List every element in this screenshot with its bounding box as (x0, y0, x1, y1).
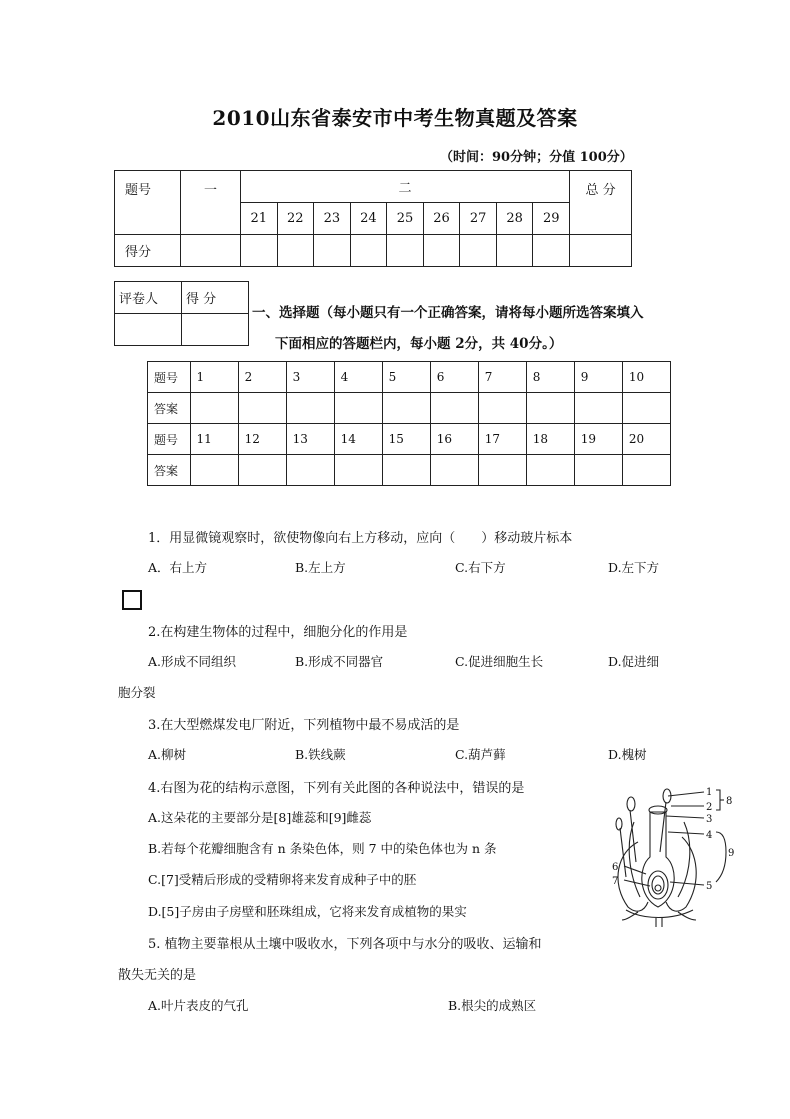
answer-num: 20 (622, 424, 670, 455)
answer-num: 18 (526, 424, 574, 455)
answer-header-no: 题号 (148, 362, 191, 393)
score-num: 23 (314, 203, 351, 235)
figure-label: 6 (612, 862, 619, 873)
score-header-score: 得分 (115, 235, 181, 267)
answer-cell[interactable] (526, 455, 574, 486)
question-5-stem: 5. 植物主要靠根从土壤中吸收水，下列各项中与水分的吸收、运输和 (148, 937, 542, 952)
question-1-option-a[interactable]: A．右上方 (148, 560, 208, 575)
answer-cell[interactable] (526, 393, 574, 424)
score-cell[interactable] (533, 235, 570, 267)
score-cell[interactable] (314, 235, 351, 267)
question-5-option-a[interactable]: A.叶片表皮的气孔 (148, 998, 249, 1013)
grader-table (114, 281, 249, 346)
section-one-heading: 一、选择题（每小题只有一个正确答案，请将每小题所选答案填入 (252, 305, 644, 321)
question-5-option-b[interactable]: B.根尖的成熟区 (448, 998, 537, 1013)
question-3-option-b[interactable]: B.铁线蕨 (295, 747, 346, 762)
question-3-option-d[interactable]: D.槐树 (608, 747, 647, 762)
score-total: 总 分 (570, 171, 632, 235)
answer-cell[interactable] (190, 393, 238, 424)
question-1-option-b[interactable]: B.左上方 (295, 560, 346, 575)
answer-cell[interactable] (478, 393, 526, 424)
answer-num: 6 (430, 362, 478, 393)
answer-cell[interactable] (622, 393, 670, 424)
answer-cell[interactable] (190, 455, 238, 486)
answer-num: 15 (382, 424, 430, 455)
answer-cell[interactable] (334, 393, 382, 424)
answer-num: 11 (190, 424, 238, 455)
question-2-option-d-cont: 胞分裂 (118, 685, 156, 700)
answer-cell[interactable] (574, 393, 622, 424)
answer-cell[interactable] (238, 393, 286, 424)
score-table (114, 170, 632, 267)
figure-label: 3 (706, 814, 713, 825)
grader-cell[interactable] (115, 314, 182, 346)
question-1-option-d[interactable]: D.左下方 (608, 560, 660, 575)
answer-table (147, 361, 671, 486)
score-cell[interactable] (423, 235, 460, 267)
question-3-option-a[interactable]: A.柳树 (148, 747, 187, 762)
score-cell[interactable] (460, 235, 497, 267)
question-4-option-a[interactable]: A.这朵花的主要部分是[8]雄蕊和[9]雌蕊 (148, 810, 372, 825)
score-part-one: 一 (181, 171, 241, 235)
question-3-stem: 3.在大型燃煤发电厂附近，下列植物中最不易成活的是 (148, 718, 460, 733)
question-2-option-d[interactable]: D.促进细 (608, 654, 660, 669)
question-4-stem: 4.右图为花的结构示意图，下列有关此图的各种说法中，错误的是 (148, 781, 525, 796)
question-2-option-a[interactable]: A.形成不同组织 (148, 654, 237, 669)
answer-num: 14 (334, 424, 382, 455)
figure-label: 8 (726, 796, 733, 807)
answer-num: 9 (574, 362, 622, 393)
answer-num: 16 (430, 424, 478, 455)
answer-cell[interactable] (334, 455, 382, 486)
question-4-option-c[interactable]: C.[7]受精后形成的受精卵将来发育成种子中的胚 (148, 872, 417, 887)
answer-header-answer: 答案 (148, 393, 191, 424)
answer-num: 7 (478, 362, 526, 393)
question-1-option-c[interactable]: C.右下方 (455, 560, 506, 575)
page-title: 2010山东省泰安市中考生物真题及答案 (212, 106, 578, 130)
figure-label: 4 (706, 830, 713, 841)
score-num: 25 (387, 203, 424, 235)
figure-label: 5 (706, 881, 713, 892)
figure-label: 7 (612, 876, 619, 887)
question-4-option-d[interactable]: D.[5]子房由子房壁和胚珠组成，它将来发育成植物的果实 (148, 904, 467, 919)
score-cell[interactable] (570, 235, 632, 267)
answer-header-answer: 答案 (148, 455, 191, 486)
figure-label: 9 (728, 848, 735, 859)
score-num: 22 (277, 203, 314, 235)
question-1-stem: 1．用显微镜观察时，欲使物像向右上方移动，应向（ ）移动玻片标本 (148, 531, 573, 546)
grader-label: 评卷人 (115, 282, 182, 314)
answer-cell[interactable] (574, 455, 622, 486)
answer-num: 2 (238, 362, 286, 393)
answer-header-no: 题号 (148, 424, 191, 455)
answer-num: 1 (190, 362, 238, 393)
answer-num: 4 (334, 362, 382, 393)
answer-cell[interactable] (382, 455, 430, 486)
answer-num: 17 (478, 424, 526, 455)
score-cell[interactable] (350, 235, 387, 267)
exam-duration: （时间：90分钟；分值 100分） (440, 150, 633, 165)
score-cell[interactable] (240, 235, 277, 267)
answer-num: 13 (286, 424, 334, 455)
answer-cell[interactable] (382, 393, 430, 424)
answer-cell[interactable] (286, 455, 334, 486)
answer-cell[interactable] (286, 393, 334, 424)
answer-num: 12 (238, 424, 286, 455)
flower-diagram (598, 782, 748, 927)
question-3-option-c[interactable]: C.葫芦藓 (455, 747, 506, 762)
question-2-option-c[interactable]: C.促进细胞生长 (455, 654, 544, 669)
score-num: 21 (240, 203, 277, 235)
answer-num: 3 (286, 362, 334, 393)
grader-score-cell[interactable] (182, 314, 249, 346)
answer-cell[interactable] (478, 455, 526, 486)
score-num: 29 (533, 203, 570, 235)
answer-num: 10 (622, 362, 670, 393)
checkbox-square[interactable] (122, 590, 142, 610)
score-header-no: 题号 (115, 171, 181, 235)
question-4-option-b[interactable]: B.若每个花瓣细胞含有 n 条染色体，则 7 中的染色体也为 n 条 (148, 841, 497, 856)
grader-score-label: 得 分 (182, 282, 249, 314)
answer-cell[interactable] (238, 455, 286, 486)
answer-cell[interactable] (622, 455, 670, 486)
answer-num: 19 (574, 424, 622, 455)
score-cell[interactable] (277, 235, 314, 267)
score-cell[interactable] (387, 235, 424, 267)
question-5-stem-cont: 散失无关的是 (118, 968, 197, 983)
question-2-stem: 2.在构建生物体的过程中，细胞分化的作用是 (148, 625, 408, 640)
answer-num: 5 (382, 362, 430, 393)
score-part-two: 二 (240, 171, 569, 203)
score-num: 27 (460, 203, 497, 235)
score-cell[interactable] (181, 235, 241, 267)
score-num: 28 (496, 203, 533, 235)
answer-num: 8 (526, 362, 574, 393)
section-one-heading-cont: 下面相应的答题栏内，每小题 2分，共 40分。） (275, 336, 563, 352)
figure-label: 1 (706, 787, 713, 798)
answer-cell[interactable] (430, 393, 478, 424)
score-num: 24 (350, 203, 387, 235)
score-num: 26 (423, 203, 460, 235)
figure-label: 2 (706, 802, 713, 813)
question-2-option-b[interactable]: B.形成不同器官 (295, 654, 384, 669)
score-cell[interactable] (496, 235, 533, 267)
answer-cell[interactable] (430, 455, 478, 486)
